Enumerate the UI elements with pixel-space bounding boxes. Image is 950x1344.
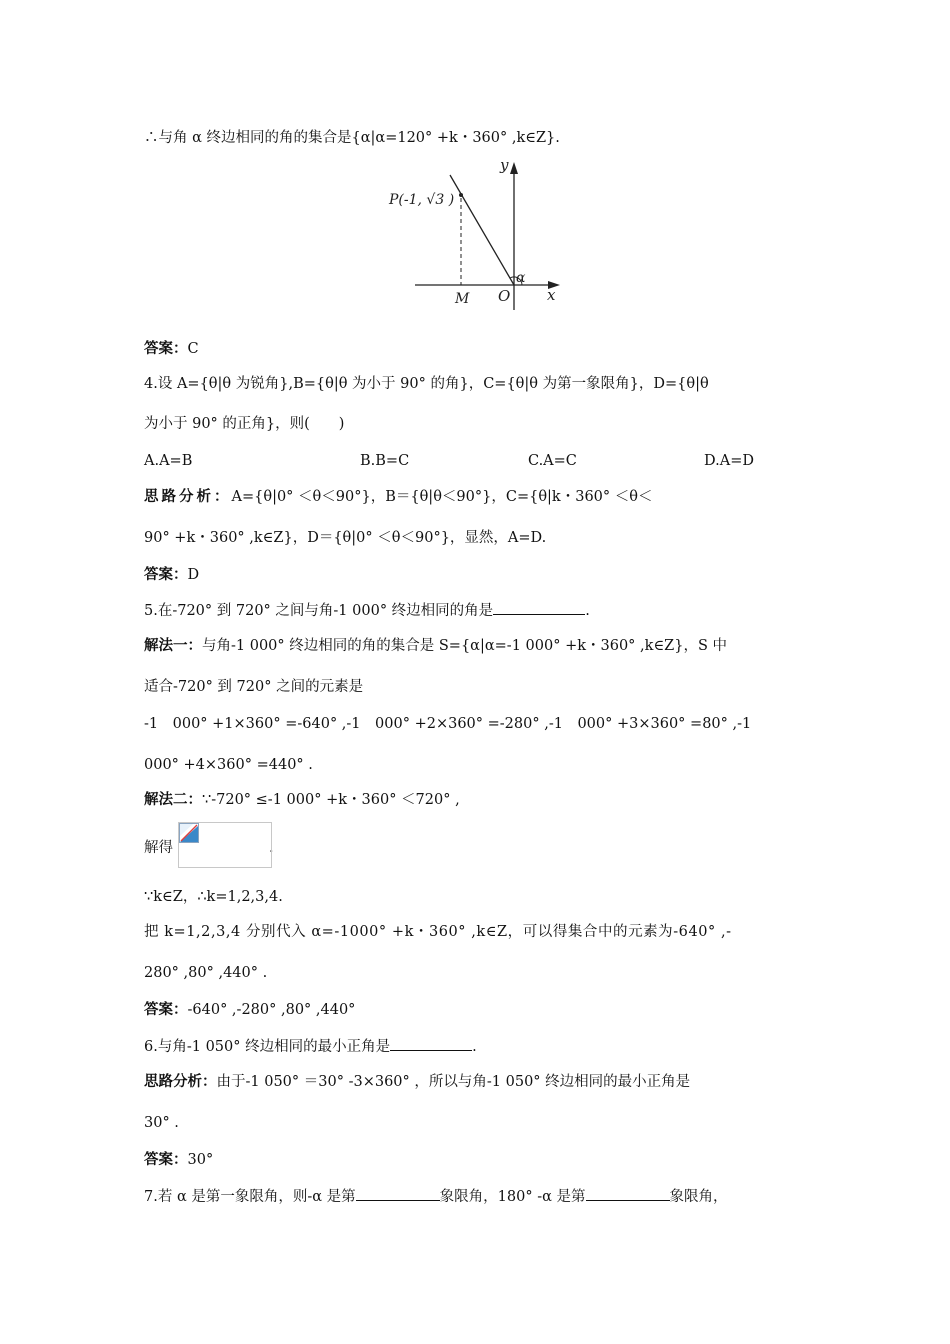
solution-1-calc-1: -1 000° +1×360° =-640° ,-1 000° +2×360° =-280° ,-1 000° +3×360° =80° ,-1 xyxy=(144,716,752,732)
answer-label: 答案： xyxy=(144,566,188,583)
question-end: . xyxy=(472,1039,477,1055)
answer-6 xyxy=(144,1150,213,1170)
analysis-6-line-2: 30° . xyxy=(144,1115,179,1131)
solution-text: ∵-720° ≤-1 000° +k・360° ＜720° , xyxy=(202,792,460,808)
solution-2-line-1 xyxy=(144,790,460,810)
analysis-text: 由于-1 050° ＝30° -3×360° ，所以与角-1 050° 终边相同的最小正角是 xyxy=(216,1074,691,1090)
angle-label: α xyxy=(516,270,526,286)
question-7 xyxy=(144,1186,728,1207)
question-5 xyxy=(144,600,590,621)
analysis-6-line-1 xyxy=(144,1072,690,1092)
terminal-side xyxy=(450,175,514,285)
option-d: D.A=D xyxy=(704,453,754,469)
y-axis-arrow xyxy=(510,162,518,174)
question-4-line-2: 为小于 90° 的正角}，则( ) xyxy=(144,416,345,432)
question-mid: 象限角，180° -α 是第 xyxy=(439,1189,586,1205)
broken-image-icon xyxy=(179,823,199,843)
solution-2-k: ∵k∈Z，∴k=1,2,3,4. xyxy=(144,889,283,905)
analysis-text: A={θ|0° ＜θ＜90°}，B＝{θ|θ＜90°}，C={θ|k・360° ＜θ＜ xyxy=(231,489,653,505)
answer-value: 30° xyxy=(187,1152,214,1168)
analysis-4-line-2: 90° +k・360° ,k∈Z}，D＝{θ|0° ＜θ＜90°}，显然，A=D. xyxy=(144,530,547,546)
question-6 xyxy=(144,1036,477,1057)
x-axis-label: x xyxy=(547,286,556,304)
answer-3 xyxy=(144,339,199,359)
answer-value: -640° ,-280° ,80° ,440° xyxy=(187,1002,356,1018)
solution-1-line-1 xyxy=(144,636,727,656)
point-p xyxy=(459,193,463,197)
answer-blank xyxy=(493,600,585,615)
solution-2-substitute-2: 280° ,80° ,440° . xyxy=(144,965,268,981)
formula-image-placeholder xyxy=(178,822,272,868)
option-b: B.B=C xyxy=(360,453,410,469)
question-4-line-1: 4.设 A={θ|θ 为锐角},B={θ|θ 为小于 90° 的角}，C={θ|θ 为第一象限角}，D={θ|θ xyxy=(144,376,709,392)
question-text: 5.在-720° 到 720° 之间与角-1 000° 终边相同的角是 xyxy=(144,603,494,619)
coordinate-figure xyxy=(385,150,575,310)
analysis-label: 思路分析： xyxy=(144,1073,217,1090)
point-p-label: P(-1, √3 ) xyxy=(389,192,455,208)
answer-label: 答案： xyxy=(144,340,188,357)
option-c: C.A=C xyxy=(528,453,577,469)
solve-end: . xyxy=(269,840,274,856)
question-text: 6.与角-1 050° 终边相同的最小正角是 xyxy=(144,1039,391,1055)
answer-label: 答案： xyxy=(144,1001,188,1018)
answer-blank-1 xyxy=(356,1186,440,1201)
set-statement: ∴与角 α 终边相同的角的集合是{α|α=120° +k・360° ,k∈Z}. xyxy=(144,130,560,146)
solution-label: 解法二： xyxy=(144,791,202,808)
question-end: 象限角， xyxy=(669,1189,728,1205)
option-a: A.A=B xyxy=(144,453,193,469)
answer-value: C xyxy=(187,341,199,357)
solution-1-calc-2: 000° +4×360° =440° . xyxy=(144,757,313,773)
solve-text: 解得 xyxy=(144,840,173,856)
origin-label: O xyxy=(498,287,511,305)
solution-1-line-2: 适合-720° 到 720° 之间的元素是 xyxy=(144,679,364,695)
y-axis-label: y xyxy=(500,156,509,174)
question-end: . xyxy=(585,603,590,619)
answer-value: D xyxy=(187,567,200,583)
answer-label: 答案： xyxy=(144,1151,188,1168)
answer-5 xyxy=(144,1000,355,1020)
analysis-label: 思路分析： xyxy=(144,488,232,505)
solution-label: 解法一： xyxy=(144,637,202,654)
question-text: 7.若 α 是第一象限角，则-α 是第 xyxy=(144,1189,356,1205)
answer-4 xyxy=(144,565,199,585)
answer-blank-2 xyxy=(586,1186,670,1201)
answer-blank xyxy=(390,1036,472,1051)
solution-text: 与角-1 000° 终边相同的角的集合是 S={α|α=-1 000° +k・360° ,k∈Z}，S 中 xyxy=(202,638,728,654)
m-label: M xyxy=(455,291,470,307)
solution-2-substitute: 把 k=1,2,3,4 分别代入 α=-1000° +k・360° ,k∈Z，可以得集合中的元素为-640° ,- xyxy=(144,924,732,940)
analysis-4-line-1 xyxy=(144,487,653,507)
